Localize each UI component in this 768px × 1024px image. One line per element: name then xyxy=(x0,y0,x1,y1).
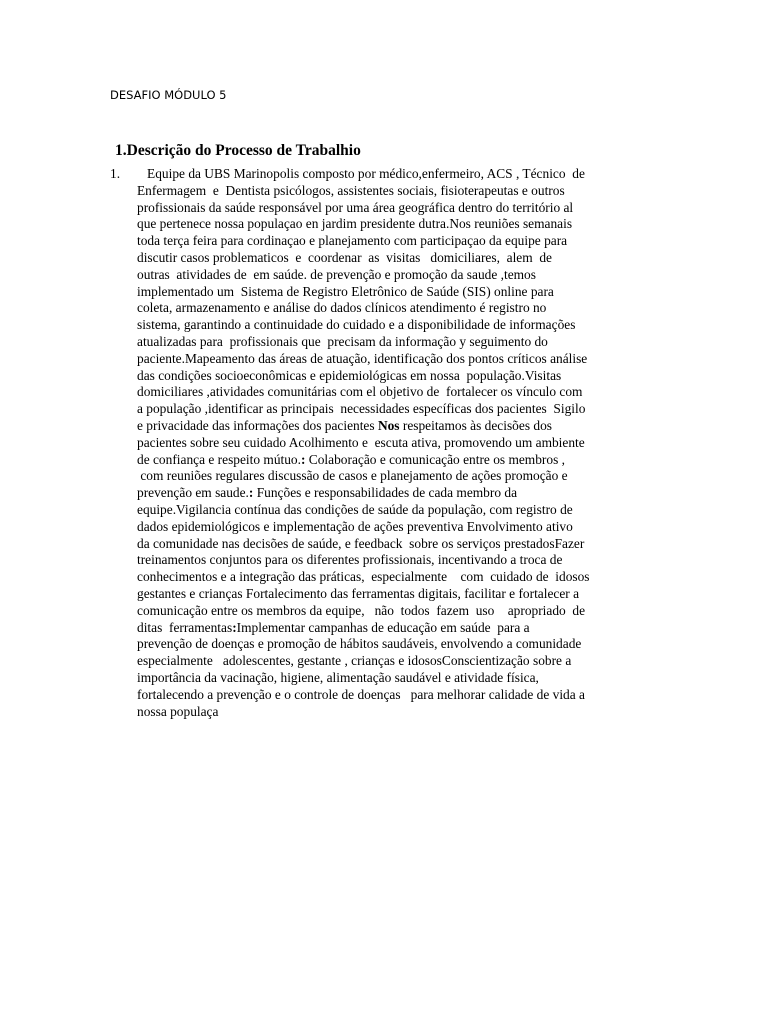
numbered-list xyxy=(110,166,658,720)
text-line: a população ,identificar as principais necessidades específicas dos pacientes Sigilo xyxy=(137,401,586,417)
list-number: 1. xyxy=(110,166,121,181)
text-run: prevenção em saude. xyxy=(137,485,249,501)
text-line: profissionais da saúde responsável por uma área geográfica dentro do território al xyxy=(137,199,574,215)
text-line: gestantes e crianças Fortalecimento das ferramentas digitais, facilitar e fortalecer a xyxy=(137,585,580,601)
text-line: pacientes sobre seu cuidado Acolhimento e escuta ativa, promovendo um ambiente xyxy=(137,434,585,450)
text-line xyxy=(137,485,658,502)
text-line: dados epidemiológicos e implementação de ações preventiva Envolvimento ativo xyxy=(137,518,573,534)
text-line: discutir casos problematicos e coordenar as visitas domiciliares, alem de xyxy=(137,249,552,265)
text-line: toda terça feira para cordinaçao e planejamento com participaçao da equipe para xyxy=(137,233,568,249)
text-run: de confiança e respeito mútuo. xyxy=(137,451,301,467)
text-run: Implementar campanhas de educação em saúde para a xyxy=(236,619,530,635)
text-line: com reuniões regulares discussão de casos e planejamento de ações promoção e xyxy=(137,468,568,484)
text-run: ditas ferramentas xyxy=(137,619,233,635)
text-run: e privacidade das informações dos pacientes xyxy=(137,417,378,433)
text-line: coleta, armazenamento e análise do dados clínicos atendimento é registro no xyxy=(137,300,547,316)
text-line: paciente.Mapeamento das áreas de atuação, identificação dos pontos críticos análise xyxy=(137,350,588,366)
text-line: nossa populaça xyxy=(137,703,219,719)
list-item-body xyxy=(137,166,658,720)
text-line: especialmente adolescentes, gestante , crianças e idososConscientização sobre a xyxy=(137,653,572,669)
text-line: importância da vacinação, higiene, alimentação saudável e atividade física, xyxy=(137,669,539,685)
text-run: Colaboração e comunicação entre os membros , xyxy=(305,451,565,467)
list-item xyxy=(110,166,658,720)
section-title: 1.Descrição do Processo de Trabalhio xyxy=(115,142,361,159)
text-line: Enfermagem e Dentista psicólogos, assistentes sociais, fisioterapeutas e outros xyxy=(137,182,565,198)
text-line: atualizadas para profissionais que precisam da informação y seguimento do xyxy=(137,333,548,349)
text-line: treinamentos conjuntos para os diferentes profissionais, incentivando a troca de xyxy=(137,552,563,568)
text-line xyxy=(137,452,658,469)
text-line xyxy=(137,620,658,637)
text-run: Funções e responsabilidades de cada membro da xyxy=(253,485,518,501)
text-line: que pertenece nossa populaçao en jardim presidente dutra.Nos reuniões semanais xyxy=(137,216,573,232)
text-run: respeitamos às decisões dos xyxy=(399,417,552,433)
text-line xyxy=(137,418,658,435)
text-line: conhecimentos e a integração das práticas, especialmente com cuidado de idosos xyxy=(137,569,590,585)
text-line: domiciliares ,atividades comunitárias com el objetivo de fortalecer os vínculo com xyxy=(137,384,583,400)
text-line: prevenção de doenças e promoção de hábitos saudáveis, envolvendo a comunidade xyxy=(137,636,582,652)
text-line: da comunidade nas decisões de saúde, e feedback sobre os serviços prestadosFazer xyxy=(137,535,585,551)
text-line: implementado um Sistema de Registro Eletrônico de Saúde (SIS) online para xyxy=(137,283,554,299)
text-line: sistema, garantindo a continuidade do cuidado e a disponibilidade de informações xyxy=(137,317,576,333)
bold-text-run: : xyxy=(248,485,254,501)
text-line: comunicação entre os membros da equipe, não todos fazem uso apropriado de xyxy=(137,602,586,618)
text-line: outras atividades de em saúde. de prevenção e promoção da saude ,temos xyxy=(137,266,536,282)
bold-text-run: Nos xyxy=(377,417,400,433)
bold-text-run: : xyxy=(300,451,306,467)
text-line: equipe.Vigilancia contínua das condições de saúde da população, com registro de xyxy=(137,501,573,517)
bold-text-run: : xyxy=(232,619,237,635)
document-header: DESAFIO MÓDULO 5 xyxy=(110,88,227,102)
text-line: das condições socioeconômicas e epidemiológicas em nossa população.Visitas xyxy=(137,367,562,383)
text-line: Equipe da UBS Marinopolis composto por médico,enfermeiro, ACS , Técnico de xyxy=(137,166,585,181)
text-line: fortalecendo a prevenção e o controle de doenças para melhorar calidade de vida a xyxy=(137,686,585,702)
